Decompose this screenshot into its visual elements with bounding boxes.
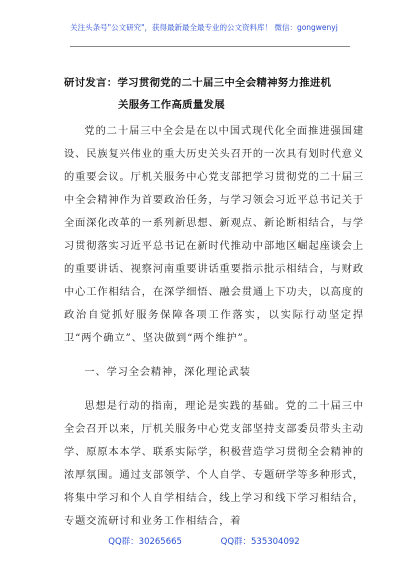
document-body (64, 120, 364, 533)
header-banner: 关注头条号"公文研究"，获得最新最全最专业的公文资料库！ 微信：gongwenyj (70, 23, 338, 32)
title-line-2: 关服务工作高质量发展 (118, 99, 225, 111)
section-heading-1: 一、学习全会精神，深化理论武装 (84, 367, 251, 378)
paragraph-section-1: 思想是行动的指南，理论是实践的基础。党的二十届三中全会召开以来，厅机关服务中心党支部坚持支部委员带头主动学、原原本本学、联系实际学，积极营造学习贯彻全会精神的浓厚氛围。通过支部领学、个人自学、专题研学等多种形式，将集中学习和个人自学相结合，线上学习和线下学习相结合，专题交流研讨和业务工作相结合，着 (64, 401, 364, 527)
document-title (64, 72, 364, 116)
paragraph-intro: 党的二十届三中全会是在以中国式现代化全面推进强国建设、民族复兴伟业的重大历史关头召开的一次具有划时代意义的重要会议。厅机关服务中心党支部把学习贯彻党的二十届三中全会精神作为首要政治任务，与学习领会习近平总书记关于全面深化改革的一系列新思想、新观点、新论断相结合，与学习贯彻落实习近平总书记在新时代推动中部地区崛起座谈会上的重要讲话、视察河南重要讲话重要指示批示相结合，与财政中心工作相结合，在深学细悟、融会贯通上下功夫，以高度的政治自觉抓好服务保障各项工作落实，以实际行动坚定捍卫“两个确立”、坚决做到“两个维护”。 (64, 126, 364, 344)
footer-qq-group-2: QQ群：535304092 (220, 537, 300, 547)
footer-qq-group-1: QQ群：30265665 (108, 537, 182, 547)
header-divider (70, 46, 350, 47)
footer (0, 535, 408, 547)
title-line-1: 研讨发言：学习贯彻党的二十届三中全会精神努力推进机 (64, 77, 332, 89)
